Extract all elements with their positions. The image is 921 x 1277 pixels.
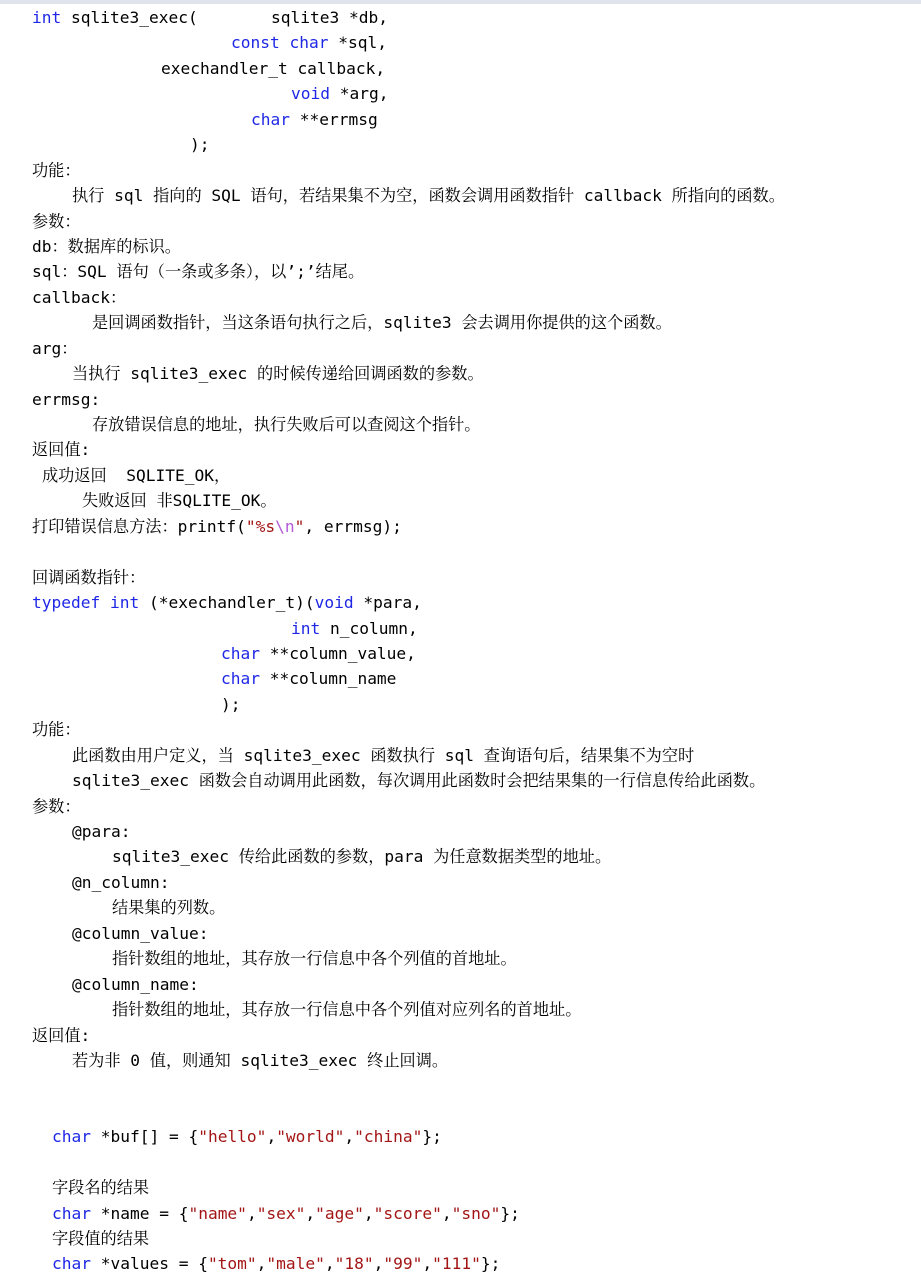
string-token: "99"	[383, 1254, 423, 1274]
string-token: "china"	[354, 1127, 423, 1147]
text-token: );	[190, 135, 210, 155]
string-token: "male"	[266, 1254, 325, 1274]
text-line	[0, 616, 921, 641]
text-line	[0, 1201, 921, 1226]
text-token: ,	[422, 1254, 433, 1274]
window-top-edge	[0, 0, 921, 4]
text-line	[0, 794, 921, 819]
keyword-token: char	[52, 1127, 91, 1147]
text-token: @para:	[72, 822, 131, 841]
text-token: **column_name	[269, 669, 397, 689]
text-line	[0, 590, 921, 615]
text-line	[0, 946, 921, 971]
text-token: );	[221, 694, 241, 714]
text-token: *values = {	[100, 1254, 208, 1274]
text-line	[0, 819, 921, 844]
text-token: 成功返回 SQLITE_OK，	[42, 465, 231, 485]
text-token: @column_name:	[72, 974, 199, 994]
text-line	[0, 387, 921, 412]
string-token: "hello"	[198, 1127, 267, 1147]
text-line	[0, 412, 921, 437]
text-token: ,	[324, 1254, 335, 1274]
keyword-token: const	[231, 33, 280, 53]
text-token: ,	[373, 1254, 384, 1274]
text-token: 失败返回 非SQLITE_OK。	[82, 491, 277, 511]
text-line	[0, 209, 921, 234]
text-token: 存放错误信息的地址，执行失败后可以查阅这个指针。	[92, 415, 481, 434]
document-text-area	[0, 5, 921, 1277]
string-token: "world"	[276, 1127, 345, 1147]
text-line	[0, 844, 921, 869]
text-line	[0, 1023, 921, 1048]
text-token: *buf[] = {	[100, 1127, 199, 1147]
text-line	[0, 514, 921, 539]
text-token: 参数：	[32, 211, 81, 231]
text-line	[0, 972, 921, 997]
text-line	[0, 641, 921, 666]
text-line	[0, 717, 921, 742]
text-line	[0, 234, 921, 259]
text-token: ,	[266, 1127, 277, 1147]
text-line	[0, 107, 921, 132]
text-line	[0, 437, 921, 462]
text-token: *arg,	[339, 84, 389, 104]
string-token: "age"	[315, 1203, 364, 1223]
text-token: 指针数组的地址，其存放一行信息中各个列值对应列名的首地址。	[112, 1000, 582, 1020]
text-line	[0, 5, 921, 30]
keyword-token: char	[289, 33, 329, 53]
keyword-token: int	[32, 8, 62, 27]
text-line	[0, 1099, 921, 1124]
text-token: 结果集的列数。	[112, 898, 226, 918]
text-token: *name = {	[100, 1203, 189, 1223]
text-line	[0, 488, 921, 513]
text-token-group	[271, 5, 388, 30]
text-token: };	[480, 1254, 501, 1274]
text-token: ,	[256, 1254, 267, 1274]
text-token: @n_column:	[72, 872, 170, 892]
text-token: *para,	[363, 593, 422, 613]
escape-token: \n	[275, 516, 295, 536]
text-token: 当执行 sqlite3_exec 的时候传递给回调函数的参数。	[72, 364, 484, 384]
text-line	[0, 183, 921, 208]
text-line	[0, 1175, 921, 1200]
text-line	[0, 565, 921, 590]
string-token: "sex"	[256, 1203, 306, 1223]
text-token: ,	[441, 1203, 452, 1223]
text-token: 功能：	[32, 720, 81, 740]
text-line	[0, 56, 921, 81]
string-token: "18"	[334, 1254, 374, 1274]
text-token: 参数：	[32, 796, 81, 816]
text-token: 功能：	[32, 160, 81, 180]
keyword-token: void	[314, 593, 354, 613]
string-token: "sno"	[451, 1203, 501, 1223]
text-line	[0, 1048, 921, 1073]
text-line	[0, 1073, 921, 1098]
text-token: sqlite3_exec 传给此函数的参数，para 为任意数据类型的地址。	[112, 847, 612, 867]
keyword-token: char	[52, 1203, 91, 1223]
text-line	[0, 463, 921, 488]
text-line	[0, 692, 921, 717]
text-line	[0, 539, 921, 564]
string-token: "score"	[373, 1203, 442, 1223]
text-line	[0, 158, 921, 183]
string-token: "	[294, 516, 305, 536]
text-token: sqlite3_exec(	[71, 8, 198, 27]
text-token: ,	[246, 1203, 257, 1223]
text-token: 字段值的结果	[52, 1229, 150, 1248]
text-line	[0, 1251, 921, 1276]
text-token: 返回值:	[32, 1025, 91, 1045]
text-line	[0, 336, 921, 361]
keyword-token: char	[221, 643, 260, 663]
text-line	[0, 1150, 921, 1175]
text-token: 回调函数指针：	[32, 567, 146, 587]
text-line	[0, 666, 921, 691]
text-token: ,	[363, 1203, 374, 1223]
text-line	[0, 870, 921, 895]
text-line	[0, 259, 921, 284]
text-line	[0, 997, 921, 1022]
text-token: ,	[305, 1203, 316, 1223]
text-line	[0, 895, 921, 920]
text-token: @column_value:	[72, 923, 209, 943]
text-token: ,	[344, 1127, 355, 1147]
text-line	[0, 921, 921, 946]
string-token: "111"	[432, 1254, 481, 1274]
text-token: 若为非 0 值，则通知 sqlite3_exec 终止回调。	[72, 1050, 449, 1070]
text-line	[0, 285, 921, 310]
keyword-token: char	[52, 1254, 91, 1274]
text-line	[0, 1226, 921, 1251]
text-token: exechandler_t callback,	[161, 58, 386, 78]
text-token: sqlite3 *db,	[271, 8, 388, 27]
text-token: errmsg:	[32, 389, 101, 409]
string-token: "%s	[245, 516, 276, 536]
text-line	[0, 361, 921, 386]
keyword-token: char	[221, 669, 260, 689]
string-token: "tom"	[207, 1254, 257, 1274]
text-token: 返回值:	[32, 440, 91, 460]
text-token: };	[422, 1127, 442, 1147]
text-token: 字段名的结果	[52, 1178, 150, 1198]
string-token: "name"	[188, 1203, 247, 1223]
text-line	[0, 310, 921, 335]
text-token: (*exechandler_t)(	[148, 593, 315, 613]
text-line	[0, 1124, 921, 1149]
text-token: db：数据库的标识。	[32, 236, 181, 256]
text-token: , errmsg);	[304, 516, 402, 536]
keyword-token: char	[251, 109, 290, 129]
text-token: sqlite3_exec 函数会自动调用此函数，每次调用此函数时会把结果集的一行信息传给此函数。	[72, 771, 766, 791]
text-token: n_column,	[330, 618, 418, 638]
text-token: 是回调函数指针，当这条语句执行之后，sqlite3 会去调用你提供的这个函数。	[92, 313, 672, 333]
keyword-token: int	[109, 593, 140, 613]
text-token: callback：	[32, 287, 127, 307]
text-line	[0, 768, 921, 793]
text-token: *sql,	[338, 33, 387, 53]
text-token: 打印错误信息方法：printf(	[32, 516, 246, 536]
text-token: **column_value,	[269, 643, 416, 663]
text-token: arg：	[32, 338, 78, 358]
text-line	[0, 30, 921, 55]
text-token: 此函数由用户定义，当 sqlite3_exec 函数执行 sql 查询语句后，结果集不为空时	[72, 745, 695, 765]
text-token: };	[500, 1203, 520, 1223]
text-token: **errmsg	[299, 109, 378, 129]
text-line	[0, 132, 921, 157]
text-token: 执行 sql 指向的 SQL 语句，若结果集不为空，函数会调用函数指针 callback 所指向的函数。	[72, 186, 785, 206]
text-token: sql：SQL 语句（一条或多条），以’;’结尾。	[32, 262, 365, 282]
keyword-token: int	[291, 618, 321, 638]
keyword-token: typedef	[32, 593, 101, 613]
text-line	[0, 81, 921, 106]
text-line	[0, 743, 921, 768]
keyword-token: void	[291, 84, 330, 104]
text-token: 指针数组的地址，其存放一行信息中各个列值的首地址。	[112, 949, 517, 969]
